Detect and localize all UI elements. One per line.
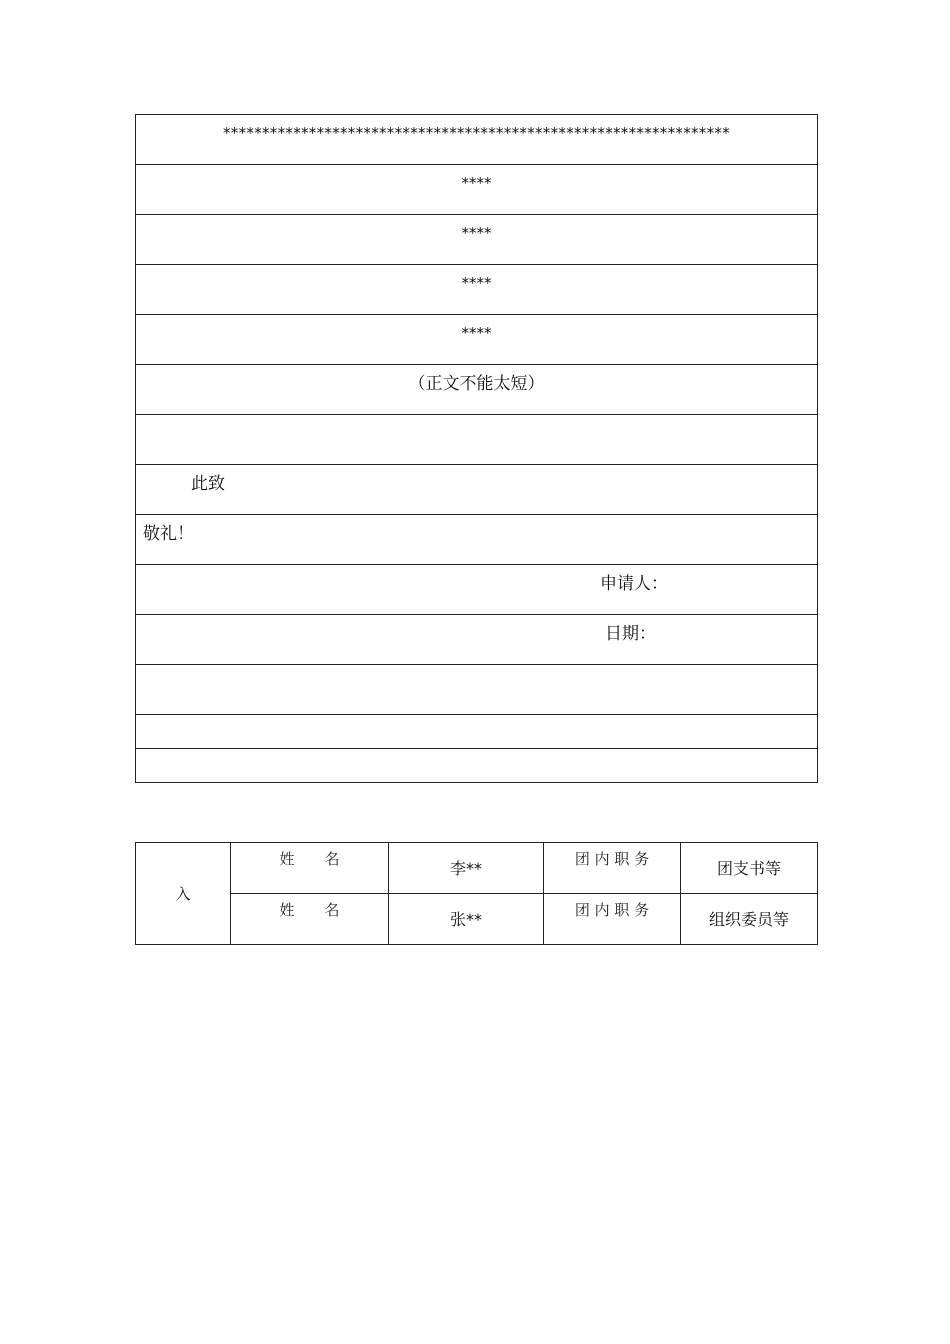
member-name: 李** xyxy=(449,859,482,878)
letter-row-blank xyxy=(136,415,818,465)
letter-row-stars-3 xyxy=(136,265,818,315)
letter-row-blank-3 xyxy=(136,715,818,749)
applicant-label: 申请人： xyxy=(600,574,668,594)
letter-row-closing xyxy=(136,465,818,515)
letter-row-stars-4 xyxy=(136,315,818,365)
letter-row-header xyxy=(136,115,818,165)
letter-row-stars-2 xyxy=(136,215,818,265)
letter-row-note xyxy=(136,365,818,415)
stars-line: **** xyxy=(461,224,492,242)
salute-text: 敬礼！ xyxy=(143,524,194,544)
letter-row-blank-4 xyxy=(136,749,818,783)
letter-row-salute xyxy=(136,515,818,565)
member-role: 团支书等 xyxy=(716,859,781,878)
header-stars: ***************************************************************** xyxy=(223,124,730,142)
member-row xyxy=(136,894,818,945)
stars-line: **** xyxy=(461,174,492,192)
stars-line: **** xyxy=(461,274,492,292)
name-label: 姓 名 xyxy=(279,901,340,919)
name-label: 姓 名 xyxy=(279,850,340,868)
application-letter-table xyxy=(135,114,818,783)
body-note: （正文不能太短） xyxy=(408,374,545,394)
side-label: 入 xyxy=(175,885,191,903)
stars-line: **** xyxy=(461,324,492,342)
role-label: 团 内 职 务 xyxy=(574,901,650,919)
member-name: 张** xyxy=(449,910,482,929)
role-label: 团 内 职 务 xyxy=(574,850,650,868)
letter-row-blank-2 xyxy=(136,665,818,715)
letter-row-applicant xyxy=(136,565,818,615)
letter-row-date xyxy=(136,615,818,665)
member-row xyxy=(136,843,818,894)
date-label: 日期： xyxy=(605,624,656,644)
member-role: 组织委员等 xyxy=(708,910,789,929)
closing-text: 此致 xyxy=(191,474,225,494)
letter-row-stars-1 xyxy=(136,165,818,215)
member-info-table xyxy=(135,842,818,945)
